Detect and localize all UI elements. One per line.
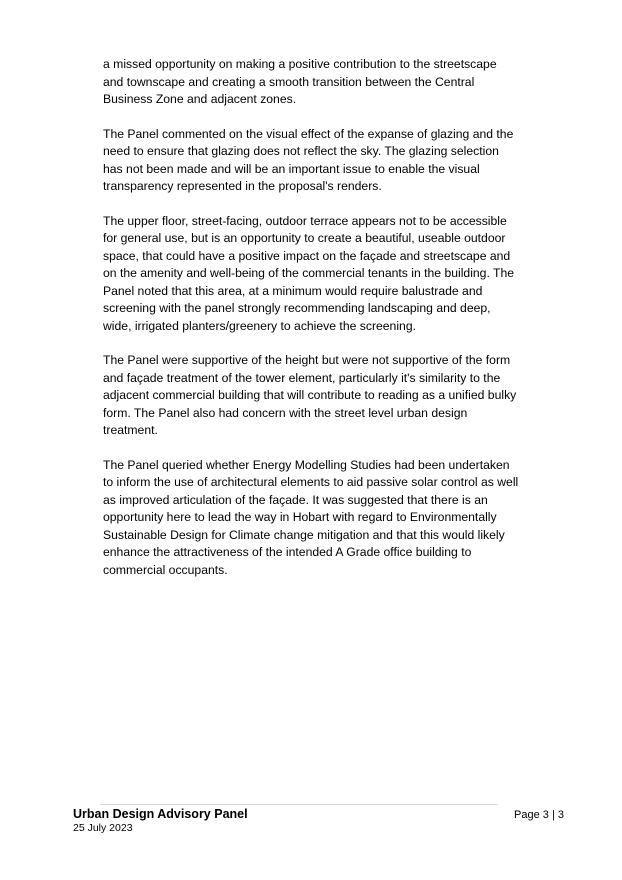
text-line: for general use, but is an opportunity to create a beautiful, useable outdoor [103, 231, 506, 245]
paragraph-5 [103, 457, 533, 580]
text-line: adjacent commercial building that will contribute to reading as a unified bulky [103, 388, 517, 402]
text-line: enhance the attractiveness of the intended A Grade office building to [103, 545, 472, 559]
footer-date: 25 July 2023 [73, 822, 133, 834]
text-line: to inform the use of architectural elements to aid passive solar control as well [103, 475, 519, 489]
text-line: The upper floor, street-facing, outdoor terrace appears not to be accessible [103, 213, 507, 228]
text-line: has not been made and will be an important issue to enable the visual [103, 161, 480, 176]
text-line: Sustainable Design for Climate change mitigation and that this would likely [103, 527, 505, 542]
text-line: on the amenity and well-being of the commercial tenants in the building. The [103, 266, 515, 280]
paragraph-2 [103, 126, 533, 196]
text-line: and townscape and creating a smooth transition between the Central [103, 74, 475, 89]
text-line: opportunity here to lead the way in Hobart with regard to Environmentally [103, 510, 497, 524]
text-line: a missed opportunity on making a positive contribution to the streetscape [103, 57, 497, 71]
text-line: transparency represented in the proposal's renders. [103, 179, 382, 193]
footer-divider [100, 804, 498, 805]
footer-title: Urban Design Advisory Panel [73, 807, 248, 821]
text-line: The Panel were supportive of the height but were not supportive of the form [103, 353, 511, 367]
page-number: Page 3 | 3 [514, 809, 564, 821]
text-line: and façade treatment of the tower element, particularly it's similarity to the [103, 370, 501, 385]
text-line: screening with the panel strongly recommending landscaping and deep, [103, 301, 491, 315]
paragraph-1 [103, 56, 533, 109]
text-line: The Panel queried whether Energy Modelling Studies had been undertaken [103, 457, 510, 472]
text-line: form. The Panel also had concern with the street level urban design [103, 405, 468, 420]
text-line: The Panel commented on the visual effect of the expanse of glazing and the [103, 126, 514, 141]
text-line: as improved articulation of the façade. It was suggested that there is an [103, 492, 488, 507]
paragraph-3 [103, 213, 533, 336]
text-line: Business Zone and adjacent zones. [103, 92, 297, 106]
text-line: need to ensure that glazing does not reflect the sky. The glazing selection [103, 144, 499, 158]
document-body [103, 56, 533, 596]
text-line: treatment. [103, 423, 158, 437]
text-line: space, that could have a positive impact on the façade and streetscape and [103, 248, 511, 263]
text-line: Panel noted that this area, at a minimum would require balustrade and [103, 283, 483, 298]
text-line: wide, irrigated planters/greenery to achieve the screening. [103, 318, 416, 333]
paragraph-4 [103, 352, 533, 440]
text-line: commercial occupants. [103, 562, 228, 577]
